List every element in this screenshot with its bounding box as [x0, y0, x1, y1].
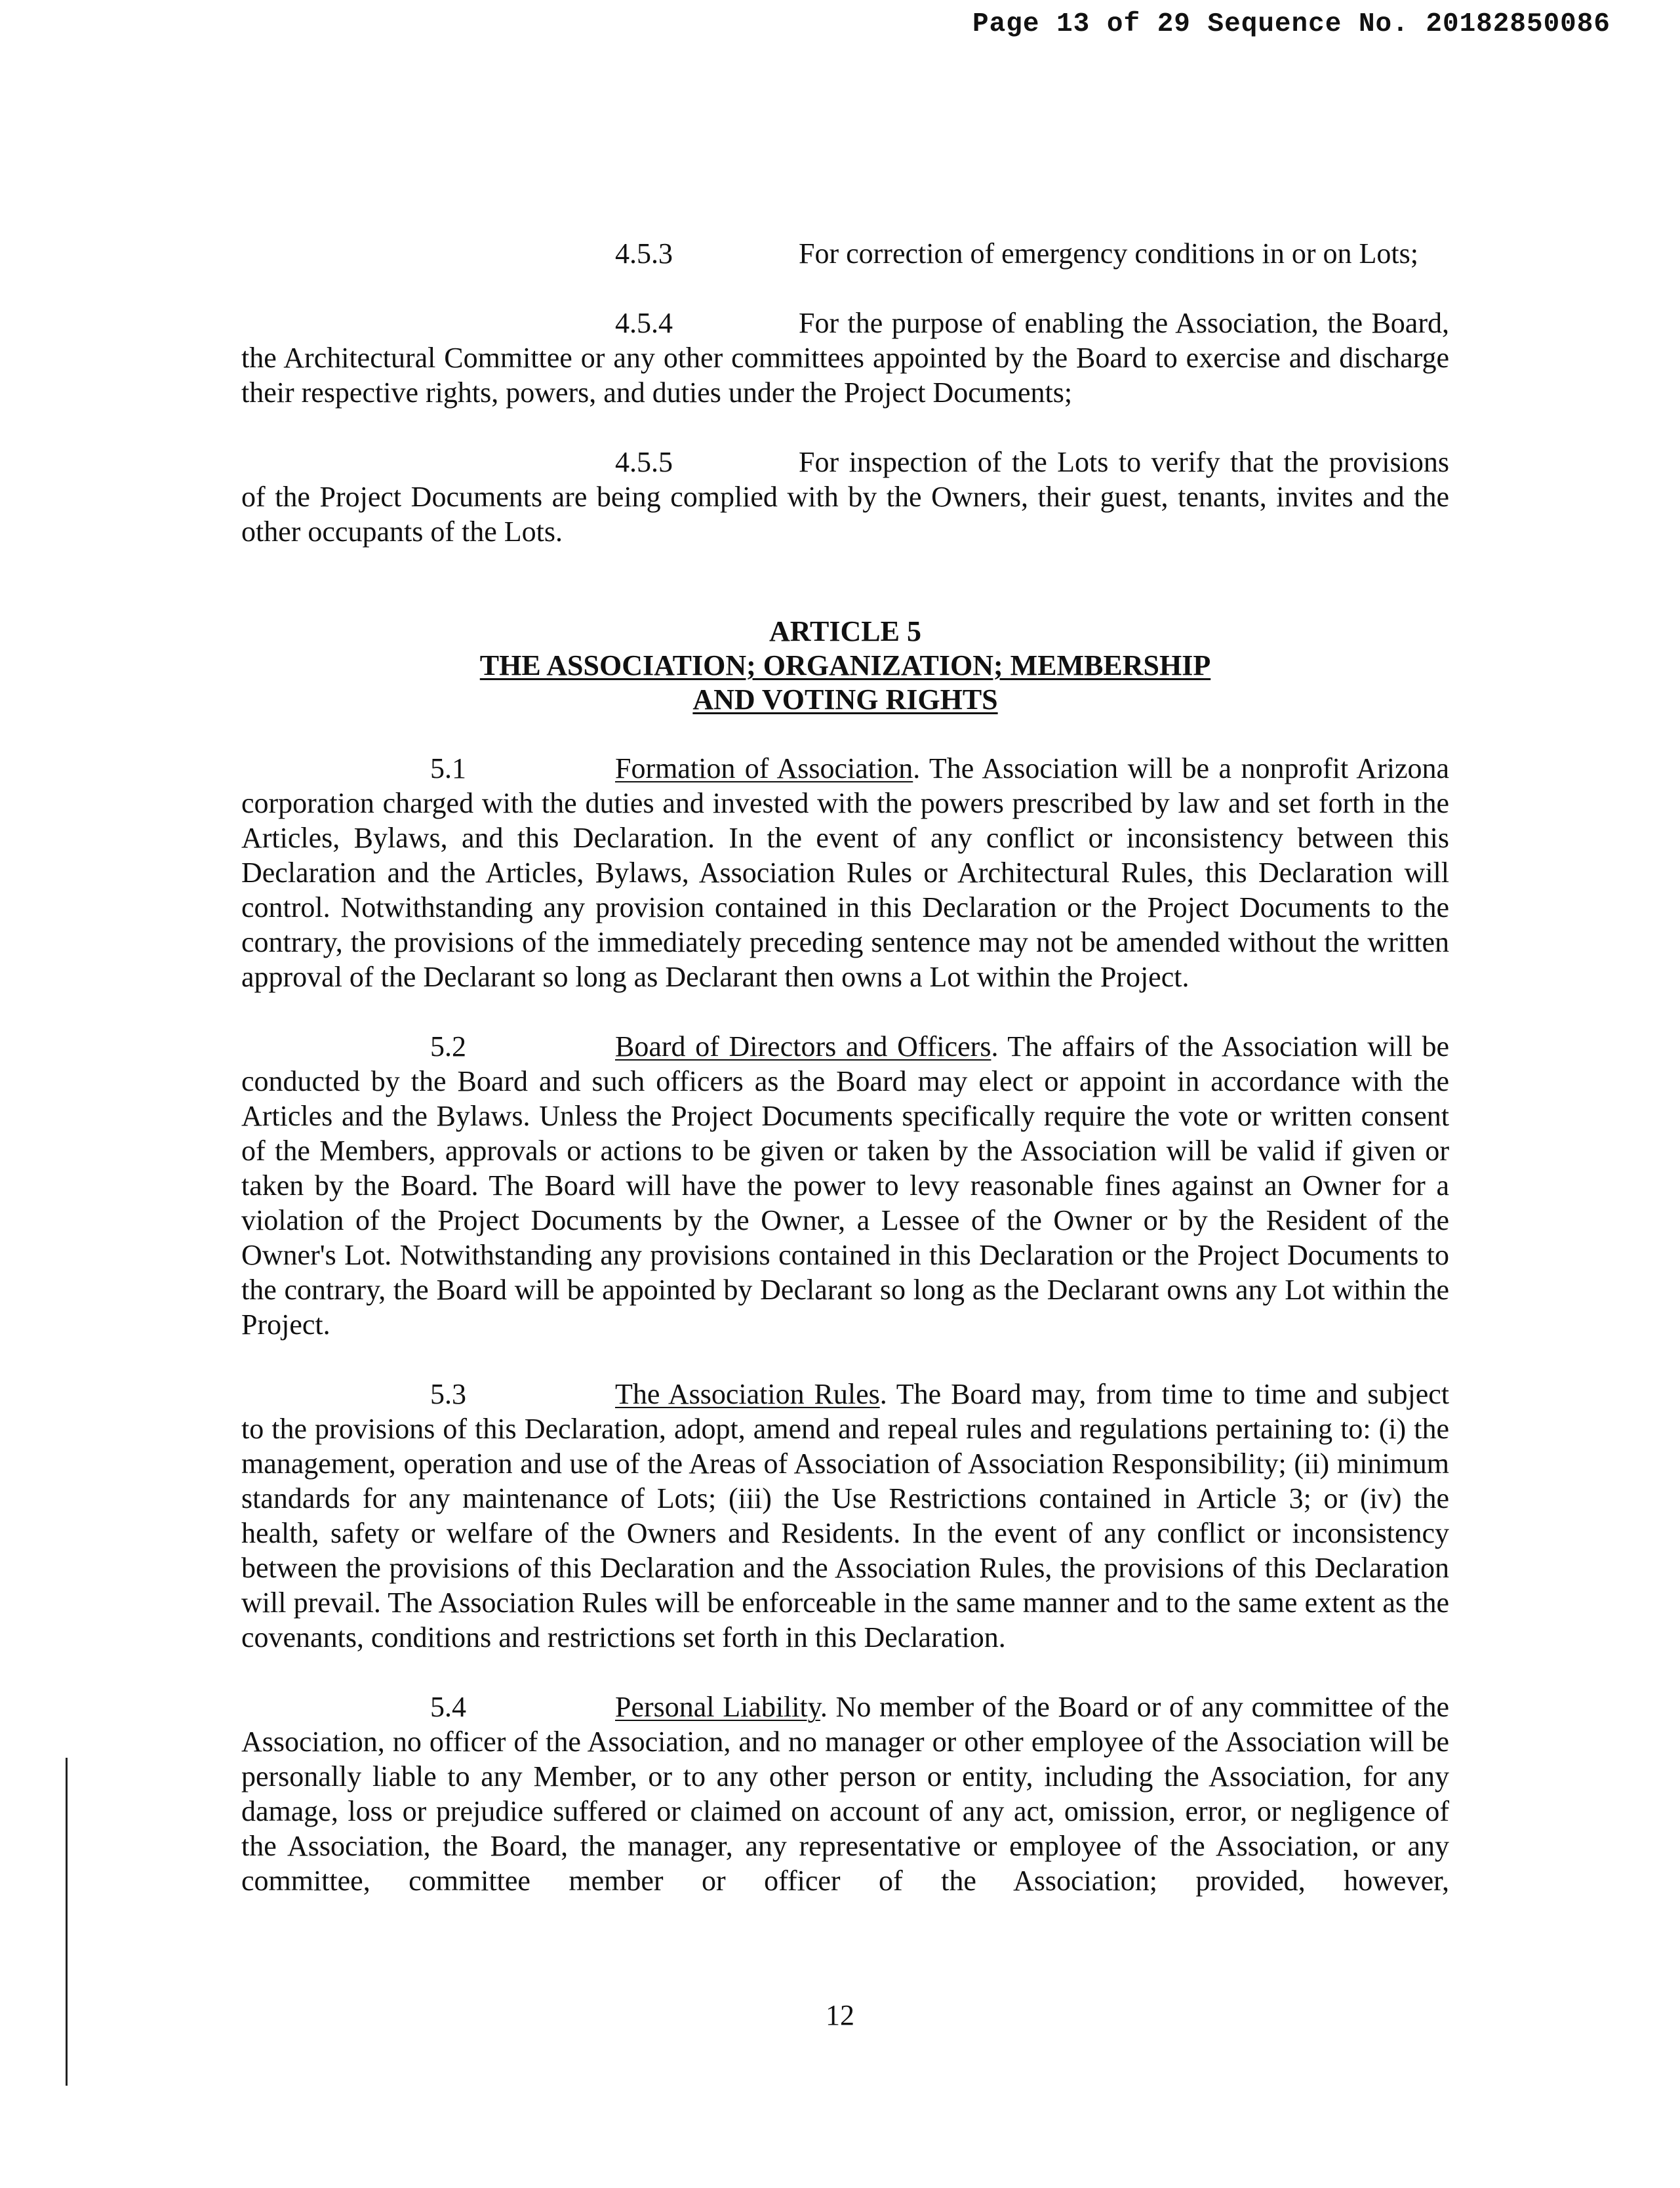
section-5-2	[241, 1029, 1449, 1342]
scan-margin-line	[66, 1758, 68, 2086]
section-number: 5.4	[430, 1691, 466, 1723]
section-text: . The Board may, from time to time and subject to the provisions of this Declaration, adopt, amend and repeal rules and regulations pertaining to: (i) the management, operation and use of the Areas of Association of Association Responsibility; (ii) minimum standards for any maintenance of Lots; (iii) the Use Restrictions contained in Article 3; or (iv) the health, safety or welfare of the Owners and Residents. In the event of any conflict or inconsistency between the provisions of this Declaration and the Association Rules, the provisions of this Declaration will prevail. The Association Rules will be enforceable in the same manner and to the same extent as the covenants, conditions and restrictions set forth in this Declaration.	[241, 1378, 1449, 1653]
section-number: 5.2	[430, 1030, 466, 1063]
document-body	[241, 236, 1449, 1898]
section-title: The Association Rules	[615, 1378, 880, 1410]
article-title-line-1	[241, 649, 1449, 683]
section-title: Formation of Association	[615, 752, 913, 784]
section-text: . The Association will be a nonprofit Arizona corporation charged with the duties and invested with the powers prescribed by law and set forth in the Articles, Bylaws, and this Declaration. In the event of any conflict or inconsistency between this Declaration and the Articles, Bylaws, Association Rules or Architectural Rules, this Declaration will control. Notwithstanding any provision contained in this Declaration or the Project Documents to the contrary, the provisions of the immediately preceding sentence may not be amended without the written approval of the Declarant so long as Declarant then owns a Lot within the Project.	[241, 752, 1450, 993]
article-number: ARTICLE 5	[769, 615, 921, 647]
section-5-4	[241, 1690, 1449, 1898]
subsection-number: 4.5.4	[615, 307, 673, 339]
section-number: 5.3	[430, 1378, 466, 1410]
article-title-line-2	[241, 683, 1449, 717]
section-number: 5.1	[430, 752, 466, 784]
subsection-4-5-4	[241, 306, 1449, 410]
section-title: Board of Directors and Officers	[615, 1030, 991, 1063]
page-sequence-header: Page 13 of 29 Sequence No. 20182850086	[972, 9, 1610, 39]
article-title-line-2-text: AND VOTING RIGHTS	[692, 683, 998, 716]
subsection-text: For the purpose of enabling the Association, the Board, the Architectural Committee or any other committees appointed by the Board to exercise and discharge their respective rights, powers, and duties under the Project Documents;	[241, 307, 1449, 409]
subsection-number: 4.5.5	[615, 446, 673, 478]
subsection-number: 4.5.3	[615, 237, 673, 270]
subsection-4-5-3	[241, 236, 1449, 271]
subsection-text: For inspection of the Lots to verify that the provisions of the Project Documents are being complied with by the Owners, their guest, tenants, invites and the other occupants of the Lots.	[241, 446, 1449, 548]
section-5-3	[241, 1377, 1449, 1655]
page-number: 12	[826, 1999, 854, 2031]
section-title: Personal Liability	[615, 1691, 820, 1723]
article-title-line-1-text: THE ASSOCIATION; ORGANIZATION; MEMBERSHIP	[479, 649, 1211, 681]
subsection-text: For correction of emergency conditions in or on Lots;	[799, 237, 1418, 270]
section-text: . No member of the Board or of any committee of the Association, no officer of the Association, and no manager or other employee of the Association will be personally liable to any Member, or to any other person or entity, including the Association, for any damage, loss or prejudice suffered or claimed on account of any act, omission, error, or negligence of the Association, the Board, the manager, any representative or employee of the Association, or any committee, committee member or officer of the Association; provided, however,	[241, 1691, 1450, 1897]
section-5-1	[241, 751, 1449, 994]
article-heading-block	[241, 615, 1449, 717]
subsection-4-5-5	[241, 445, 1449, 549]
section-text: . The affairs of the Association will be conducted by the Board and such officers as the Board may elect or appoint in accordance with the Articles and the Bylaws. Unless the Project Documents specifically require the vote or written consent of the Members, approvals or actions to be given or taken by the Association will be valid if given or taken by the Board. The Board will have the power to levy reasonable fines against an Owner for a violation of the Project Documents by the Owner, a Lessee of the Owner or by the Resident of the Owner's Lot. Notwithstanding any provisions contained in this Declaration or the Project Documents to the contrary, the Board will be appointed by Declarant so long as the Declarant owns any Lot within the Project.	[241, 1030, 1450, 1341]
